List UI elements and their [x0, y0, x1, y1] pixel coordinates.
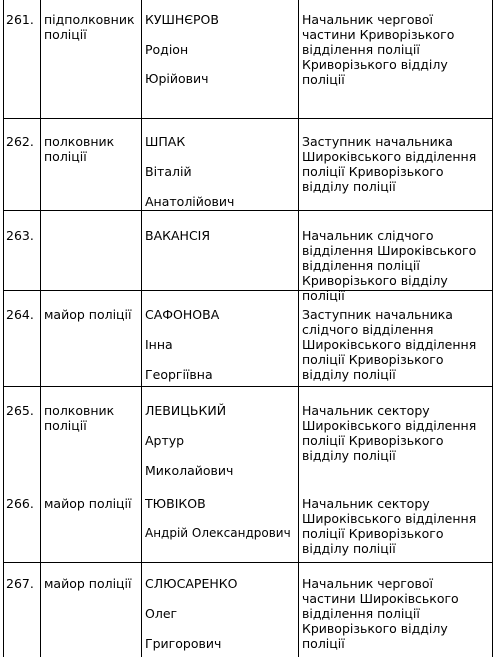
row-number: 266.: [6, 496, 34, 511]
row-number: 261.: [6, 12, 34, 27]
first-name: Родіон: [145, 42, 189, 57]
position-cell: Начальник чергової частини Широківського відділення поліції Криворізького відділу поліції: [302, 576, 459, 651]
position-cell: Начальник слідчого відділення Широківського відділення поліції Криворізького відділу поліції: [302, 228, 477, 303]
patronymic: Григорович: [145, 636, 222, 651]
rank-cell: підполковник поліції: [44, 12, 135, 42]
rank-cell: майор поліції: [44, 496, 132, 511]
row-divider: [3, 118, 493, 119]
row-divider: [3, 386, 493, 387]
row-number: 267.: [6, 576, 34, 591]
rank-cell: майор поліції: [44, 576, 132, 591]
column-divider-rank-name: [141, 0, 142, 657]
first-name: Віталій: [145, 164, 192, 179]
row-number: 265.: [6, 403, 34, 418]
table-border-right: [492, 0, 493, 657]
surname: САФОНОВА: [145, 307, 220, 322]
first-name: Олег: [145, 606, 178, 621]
surname: ШПАК: [145, 134, 186, 149]
first-name: Інна: [145, 337, 173, 352]
rank-cell: полковник поліції: [44, 403, 115, 433]
row-number: 262.: [6, 134, 34, 149]
row-number: 264.: [6, 307, 34, 322]
patronymic: Георгіївна: [145, 367, 213, 382]
vacancy-label: ВАКАНСІЯ: [145, 228, 211, 243]
surname: КУШНЄРОВ: [145, 12, 219, 27]
surname: ТЮВІКОВ: [145, 496, 206, 511]
first-name: Артур: [145, 433, 185, 448]
patronymic: Миколайович: [145, 463, 234, 478]
surname: ЛЕВИЦЬКИЙ: [145, 403, 227, 418]
rank-cell: майор поліції: [44, 307, 132, 322]
position-cell: Заступник начальника Широківського відділення поліції Криворізького відділу поліції: [302, 134, 477, 194]
given-names: Андрій Олександрович: [145, 526, 291, 540]
patronymic: Анатолійович: [145, 194, 235, 209]
position-cell: Заступник начальника слідчого відділення Широківського відділення поліції Криворізького відділу поліції: [302, 307, 477, 382]
position-cell: Начальник сектору Широківського відділення поліції Криворізького відділу поліції: [302, 496, 477, 556]
position-cell: Начальник чергової частини Криворізького відділення поліції Криворізького відділу поліції: [302, 12, 455, 87]
position-cell: Начальник сектору Широківського відділення поліції Криворізького відділу поліції: [302, 403, 477, 463]
column-divider-num-rank: [40, 0, 41, 657]
surname: СЛЮСАРЕНКО: [145, 576, 238, 591]
row-divider: [3, 562, 493, 563]
rank-cell: полковник поліції: [44, 134, 115, 164]
patronymic: Юрійович: [145, 71, 209, 86]
table-border-left: [3, 0, 4, 657]
row-number: 263.: [6, 228, 34, 243]
column-divider-name-position: [298, 0, 299, 657]
row-divider: [3, 210, 493, 211]
